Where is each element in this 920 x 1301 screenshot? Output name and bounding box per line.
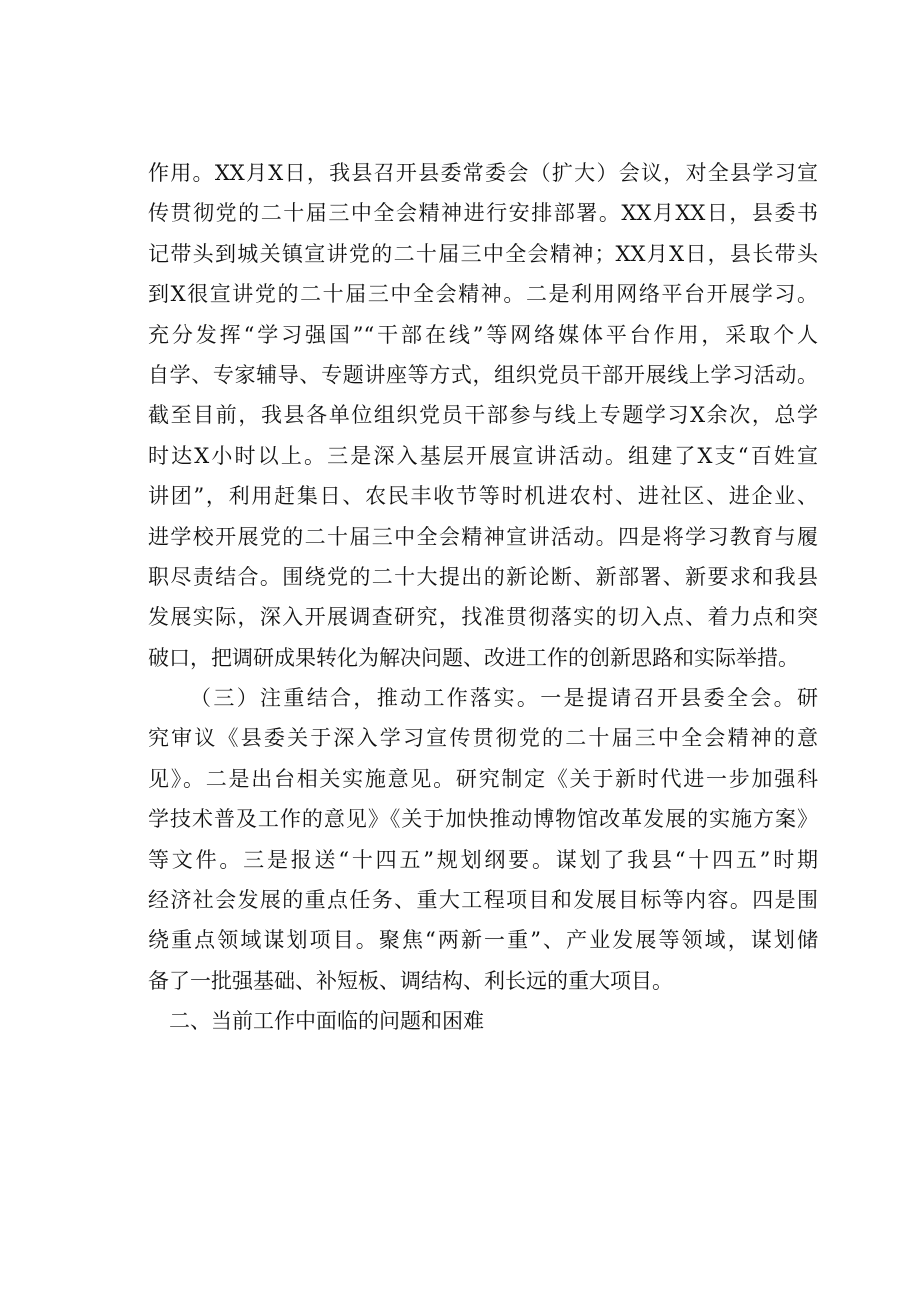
text-line: 破口，把调研成果转化为解决问题、改进工作的创新思路和实际举措。 [148, 645, 799, 670]
text-line: 充分发挥“学习强国”“干部在线”等网络媒体平台作用，采取个人 [148, 322, 818, 347]
section-heading: 二、当前工作中面临的问题和困难 [169, 1009, 484, 1034]
text-line: 截至目前，我县各单位组织党员干部参与线上专题学习X余次，总学 [148, 403, 818, 428]
text-line: （三）注重结合，推动工作落实。一是提请召开县委全会。研 [190, 686, 818, 711]
text-line: 讲团”，利用赶集日、农民丰收节等时机进农村、进社区、进企业、 [148, 484, 818, 509]
text-line: 学技术普及工作的意见》《关于加快推动博物馆改革发展的实施方案》 [148, 807, 818, 832]
text-line: 进学校开展党的二十届三中全会精神宣讲活动。四是将学习教育与履 [148, 524, 818, 549]
text-line: 作用。XX月X日，我县召开县委常委会（扩大）会议，对全县学习宣 [148, 161, 818, 185]
text-line: 备了一批强基础、补短板、调结构、利长远的重大项目。 [148, 968, 673, 993]
text-line: 到X很宣讲党的二十届三中全会精神。二是利用网络平台开展学习。 [148, 282, 818, 307]
text-line: 发展实际，深入开展调查研究，找准贯彻落实的切入点、着力点和突 [148, 605, 818, 630]
text-line: 经济社会发展的重点任务、重大工程项目和发展目标等内容。四是围 [148, 888, 818, 913]
text-line: 职尽责结合。围绕党的二十大提出的新论断、新部署、新要求和我县 [148, 564, 818, 589]
text-line: 究审议《县委关于深入学习宣传贯彻党的二十届三中全会精神的意 [148, 726, 818, 751]
text-line: 传贯彻党的二十届三中全会精神进行安排部署。XX月XX日，县委书 [148, 201, 818, 226]
text-line: 时达X小时以上。三是深入基层开展宣讲活动。组建了X支“百姓宣 [148, 443, 818, 468]
document-body [148, 153, 818, 1042]
text-line: 记带头到城关镇宣讲党的二十届三中全会精神；XX月X日，县长带头 [148, 241, 818, 266]
paragraph-1 [148, 153, 818, 678]
text-line: 绕重点领域谋划项目。聚焦“两新一重”、产业发展等领域，谋划储 [148, 928, 818, 953]
text-line: 见》。二是出台相关实施意见。研究制定《关于新时代进一步加强科 [148, 766, 818, 791]
text-line: 等文件。三是报送“十四五”规划纲要。谋划了我县“十四五”时期 [148, 847, 818, 872]
paragraph-2 [148, 678, 818, 1001]
text-line: 自学、专家辅导、专题讲座等方式，组织党员干部开展线上学习活动。 [148, 362, 818, 387]
